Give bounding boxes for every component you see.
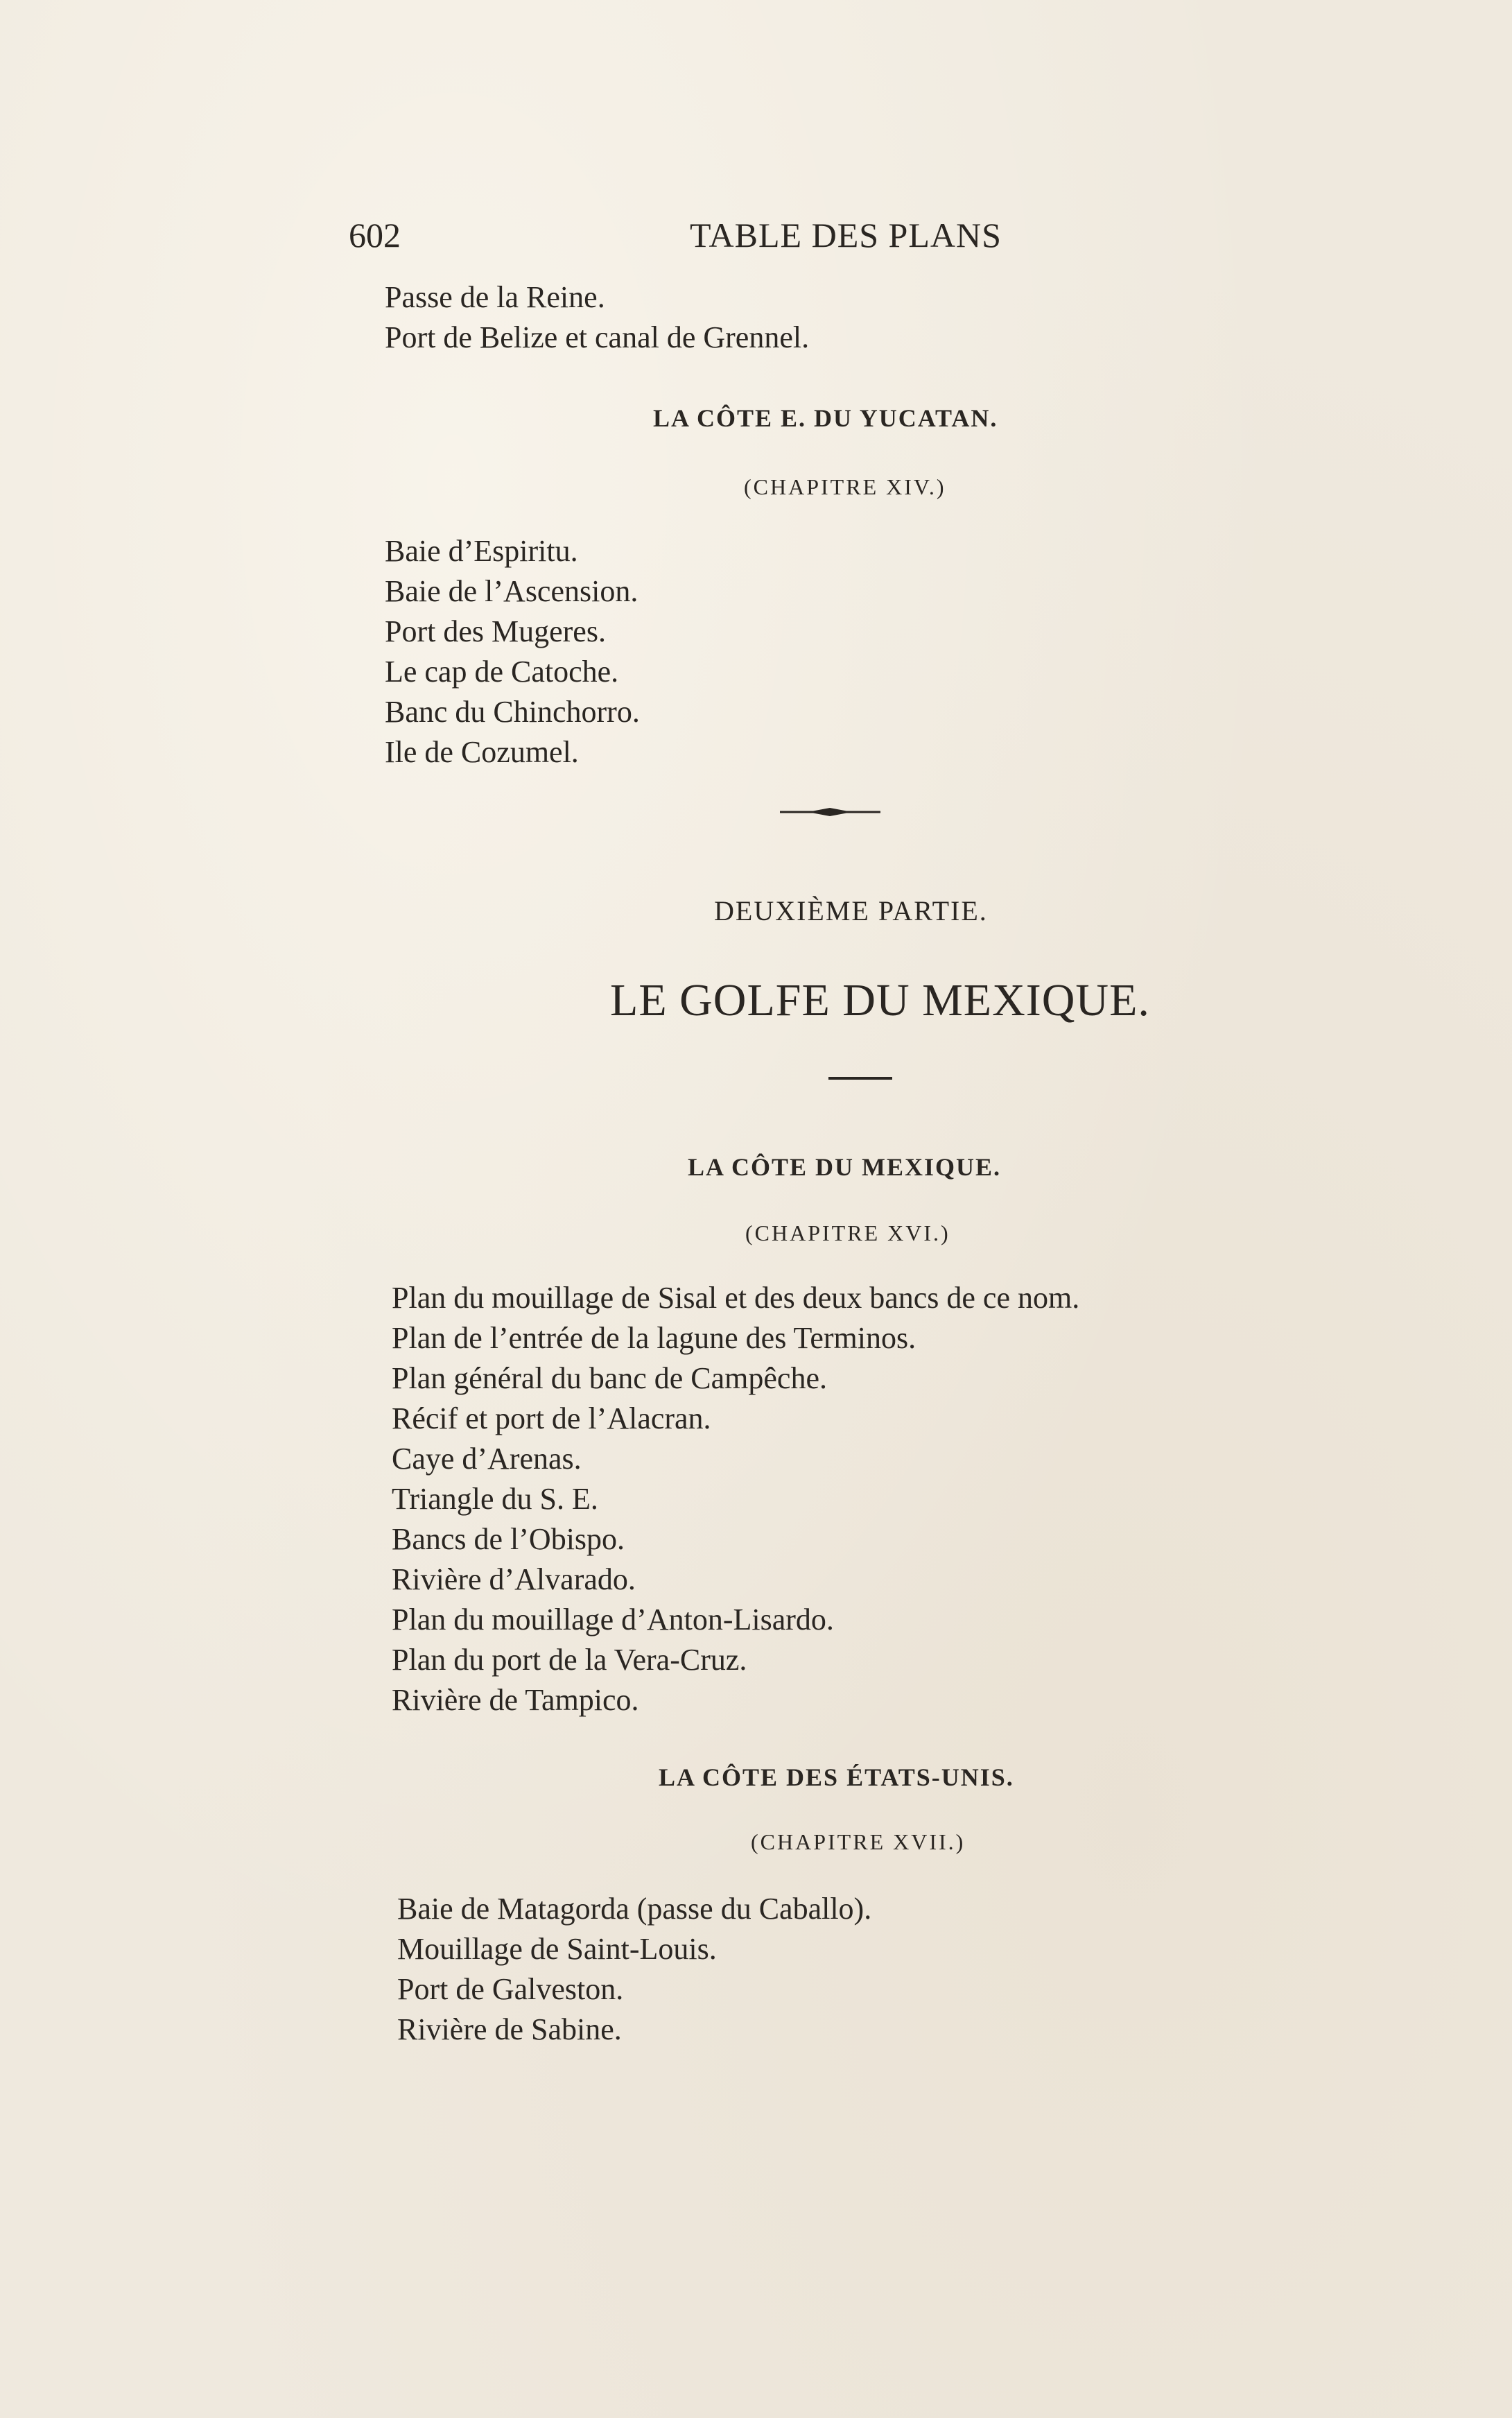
list-item: Rivière de Sabine. [397, 2012, 622, 2046]
list-item: Bancs de l’Obispo. [392, 1522, 625, 1556]
section-heading-mexique: LA CÔTE DU MEXIQUE. [688, 1153, 1002, 1181]
continued-entry-list [385, 277, 809, 358]
yucatan-entry-list [385, 531, 640, 772]
list-item: Plan général du banc de Campêche. [392, 1361, 827, 1395]
list-item: Baie de l’Ascension. [385, 574, 638, 608]
part-label: DEUXIÈME PARTIE. [714, 895, 988, 926]
ornament-divider-graphic [780, 806, 880, 818]
list-item: Récif et port de l’Alacran. [392, 1401, 711, 1435]
mexique-entry-list [392, 1278, 1079, 1720]
list-item: Caye d’Arenas. [392, 1442, 582, 1476]
list-item: Rivière d’Alvarado. [392, 1562, 636, 1596]
list-item: Baie d’Espiritu. [385, 534, 578, 568]
list-item: Rivière de Tampico. [392, 1683, 639, 1717]
chapter-label-xiv: (CHAPITRE XIV.) [744, 474, 946, 499]
chapter-label-xvi: (CHAPITRE XVI.) [745, 1220, 950, 1245]
section-heading-yucatan: LA CÔTE E. DU YUCATAN. [653, 404, 998, 432]
list-item: Plan de l’entrée de la lagune des Terminos. [392, 1321, 916, 1355]
chapter-label-xvii: (CHAPITRE XVII.) [751, 1829, 966, 1854]
list-item: Ile de Cozumel. [385, 735, 579, 769]
list-item: Plan du port de la Vera-Cruz. [392, 1643, 747, 1677]
list-item: Mouillage de Saint-Louis. [397, 1932, 717, 1966]
major-title: LE GOLFE DU MEXIQUE. [610, 975, 1150, 1026]
page-number: 602 [349, 216, 401, 254]
list-item: Triangle du S. E. [392, 1482, 598, 1516]
list-item: Passe de la Reine. [385, 280, 605, 314]
ornament-divider [780, 806, 880, 818]
list-item: Banc du Chinchorro. [385, 695, 640, 729]
list-item: Baie de Matagorda (passe du Caballo). [397, 1892, 872, 1926]
list-item: Plan du mouillage de Sisal et des deux bancs de ce nom. [392, 1281, 1080, 1315]
etats-unis-entry-list [397, 1889, 871, 2050]
list-item: Port des Mugeres. [385, 614, 606, 648]
list-item: Plan du mouillage d’Anton-Lisardo. [392, 1603, 834, 1637]
section-heading-etats-unis: LA CÔTE DES ÉTATS-UNIS. [659, 1763, 1014, 1791]
list-item: Port de Galveston. [397, 1972, 624, 2006]
list-item: Le cap de Catoche. [385, 655, 619, 689]
list-item: Port de Belize et canal de Grennel. [385, 320, 810, 354]
title-rule [828, 1077, 892, 1080]
running-title: TABLE DES PLANS [690, 216, 1002, 254]
